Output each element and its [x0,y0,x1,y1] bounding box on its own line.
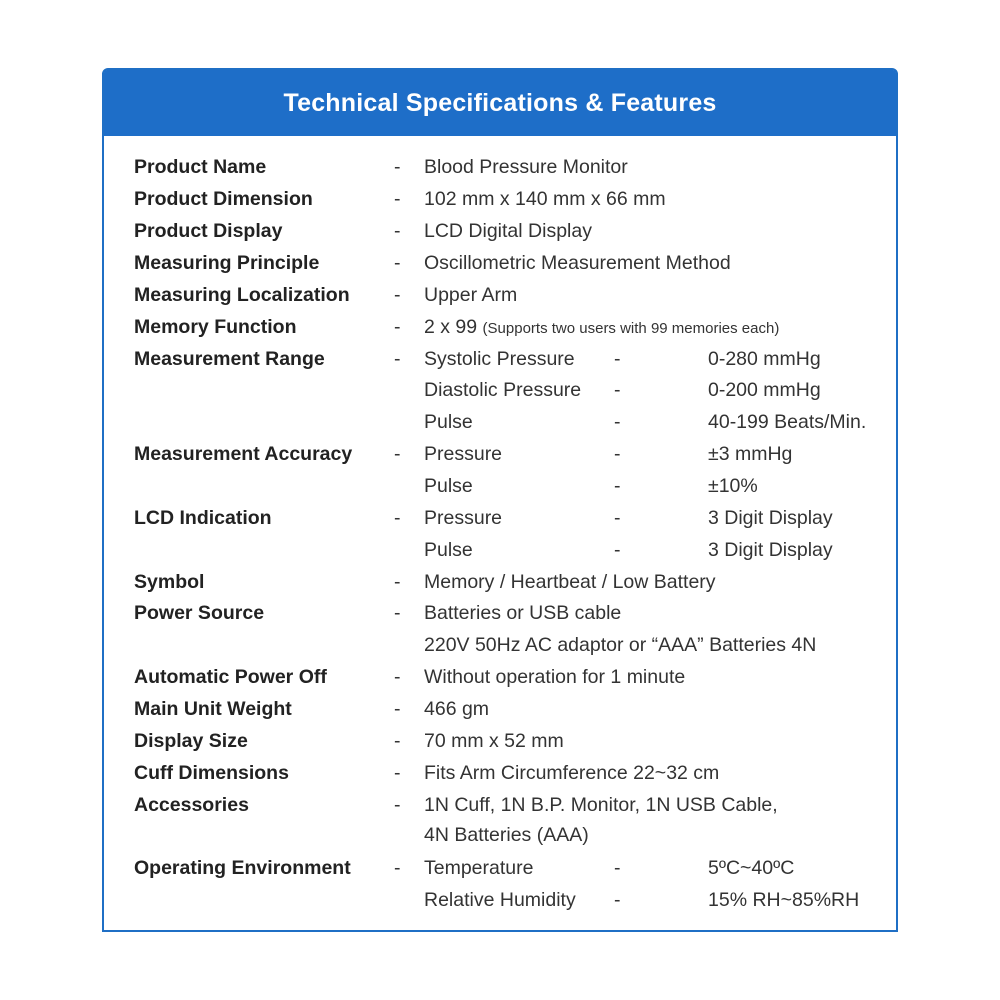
spec-sub-dash: - [614,475,621,497]
spec-row [104,694,894,724]
spec-dash: - [394,252,401,274]
spec-sub-label: Pressure [424,443,503,465]
spec-sub-label: Diastolic Pressure [424,379,582,401]
spec-sub-dash: - [614,889,621,911]
spec-row [104,184,894,214]
spec-dash: - [394,762,401,784]
spec-sub-value: 3 Digit Display [708,507,833,529]
spec-row [104,598,894,628]
spec-row [104,758,894,788]
spec-label: Power Source [134,602,265,624]
spec-dash: - [394,857,401,879]
spec-label: Product Name [134,156,267,178]
spec-row [104,248,894,278]
spec-row [104,216,894,246]
spec-value: Memory / Heartbeat / Low Battery [424,571,716,593]
spec-row [104,503,894,533]
spec-value: 102 mm x 140 mm x 66 mm [424,188,666,210]
spec-label: Memory Function [134,316,297,338]
spec-row [104,407,894,437]
spec-label: Product Dimension [134,188,313,210]
spec-row [104,790,894,820]
spec-label: Main Unit Weight [134,698,292,720]
spec-label: Measuring Principle [134,252,320,274]
spec-row [104,662,894,692]
spec-sub-label: Pulse [424,539,473,561]
spec-value [424,312,779,344]
spec-sub-label: Temperature [424,857,534,879]
spec-label: Product Display [134,220,283,242]
spec-label: Accessories [134,794,249,816]
spec-label: Measuring Localization [134,284,350,306]
spec-sub-value: 40-199 Beats/Min. [708,411,867,433]
spec-label: Symbol [134,571,205,593]
page-title: Technical Specifications & Features [283,88,717,117]
spec-sub-dash: - [614,348,621,370]
spec-sub-dash: - [614,379,621,401]
spec-value: Upper Arm [424,284,518,306]
spec-sub-value: 3 Digit Display [708,539,833,561]
spec-sub-value: ±3 mmHg [708,443,793,465]
spec-label: Measurement Range [134,348,325,370]
spec-sub-dash: - [614,539,621,561]
spec-dash: - [394,507,401,529]
spec-sub-label: Systolic Pressure [424,348,575,370]
spec-row [104,375,894,405]
spec-header [104,70,896,136]
spec-row [104,471,894,501]
spec-value: 4N Batteries (AAA) [424,824,589,846]
spec-sub-label: Relative Humidity [424,889,576,911]
spec-sub-dash: - [614,857,621,879]
spec-row [104,630,894,660]
spec-row [104,885,894,915]
spec-dash: - [394,156,401,178]
spec-sub-value: 0-200 mmHg [708,379,821,401]
spec-sub-dash: - [614,411,621,433]
spec-dash: - [394,730,401,752]
spec-dash: - [394,571,401,593]
spec-value: 220V 50Hz AC adaptor or “AAA” Batteries 4N [424,634,817,656]
spec-value: Oscillometric Measurement Method [424,252,731,274]
spec-sub-dash: - [614,507,621,529]
spec-row [104,535,894,565]
spec-sub-value: ±10% [708,475,758,497]
spec-row [104,439,894,469]
spec-row [104,280,894,310]
spec-dash: - [394,284,401,306]
spec-sub-dash: - [614,443,621,465]
spec-dash: - [394,698,401,720]
spec-dash: - [394,794,401,816]
spec-dash: - [394,602,401,624]
spec-row [104,152,894,182]
spec-label: Measurement Accuracy [134,443,353,465]
spec-dash: - [394,348,401,370]
spec-label: Automatic Power Off [134,666,327,688]
spec-row [104,567,894,597]
spec-value: 70 mm x 52 mm [424,730,564,752]
spec-sub-label: Pulse [424,411,473,433]
spec-note: (Supports two users with 99 memories each) [482,320,780,337]
spec-row [104,312,894,342]
spec-row [104,853,894,883]
spec-dash: - [394,443,401,465]
spec-value: Blood Pressure Monitor [424,156,628,178]
spec-value: LCD Digital Display [424,220,592,242]
spec-value: Fits Arm Circumference 22~32 cm [424,762,720,784]
spec-value: 466 gm [424,698,490,720]
spec-label: Display Size [134,730,248,752]
spec-dash: - [394,316,401,338]
spec-label: LCD Indication [134,507,272,529]
spec-value: 1N Cuff, 1N B.P. Monitor, 1N USB Cable, [424,794,778,816]
spec-value-text: 2 x 99 [424,316,478,338]
spec-card [102,68,898,932]
spec-sub-value: 0-280 mmHg [708,348,821,370]
spec-value: Without operation for 1 minute [424,666,686,688]
spec-dash: - [394,220,401,242]
spec-label: Operating Environment [134,857,351,879]
spec-label: Cuff Dimensions [134,762,289,784]
spec-row [104,820,894,850]
spec-sub-value: 15% RH~85%RH [708,889,860,911]
spec-sub-value: 5ºC~40ºC [708,857,795,879]
spec-sub-label: Pulse [424,475,473,497]
spec-dash: - [394,666,401,688]
spec-value: Batteries or USB cable [424,602,622,624]
spec-row [104,726,894,756]
spec-sub-label: Pressure [424,507,503,529]
spec-row [104,344,894,374]
spec-dash: - [394,188,401,210]
